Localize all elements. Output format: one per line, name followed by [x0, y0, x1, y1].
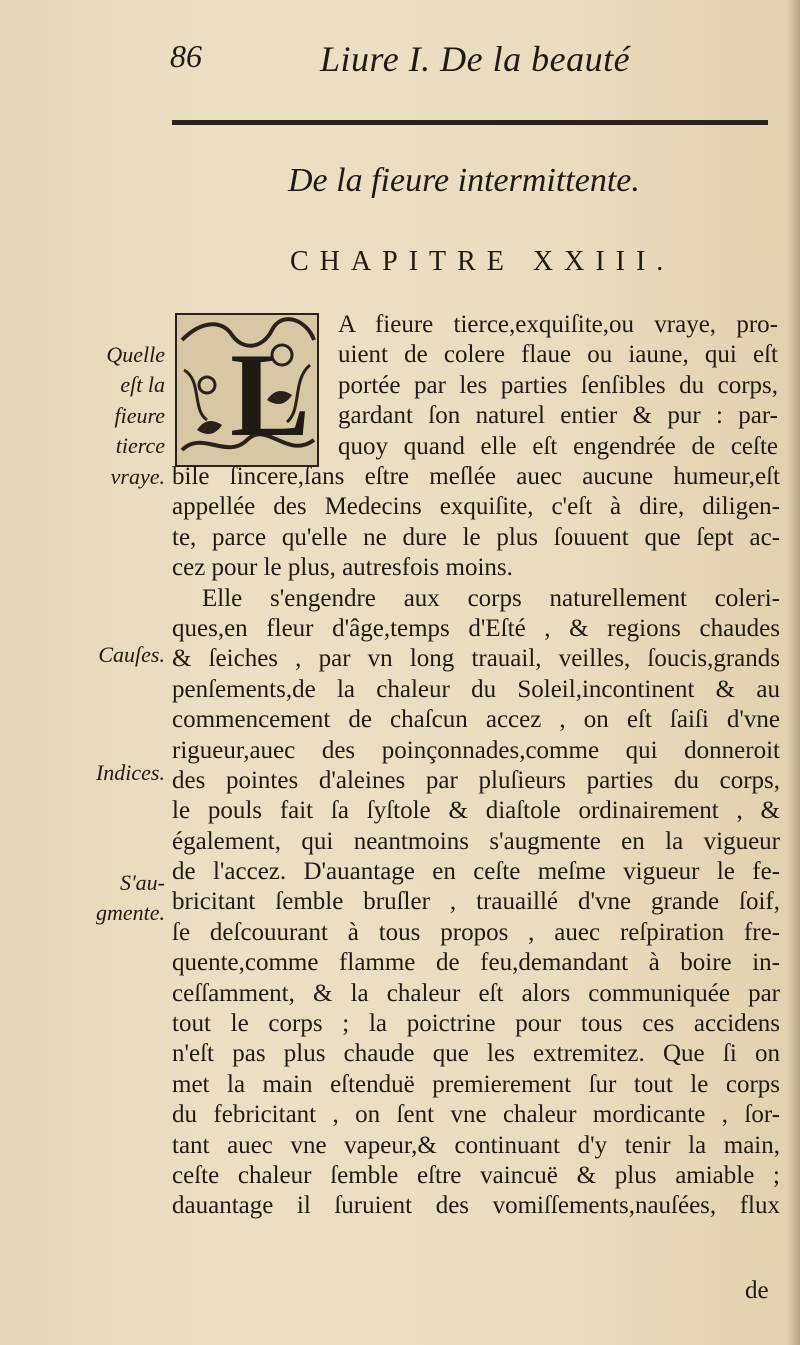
margin-note-indices [60, 758, 165, 788]
margin-note-line: eſt la [120, 372, 165, 398]
body-line: quente,comme flamme de feu,demandant à boire in- [172, 949, 780, 977]
body-line: met la main eſtenduë premierement ſur tout le corps [172, 1070, 780, 1098]
margin-note-line: tierce [115, 433, 165, 459]
body-line: gardant ſon naturel entier & pur : par- [338, 402, 778, 430]
body-line: uient de colere flaue ou iaune, qui eſt [338, 341, 778, 369]
body-line: appellée des Medecins exquiſite, c'eſt à dire, diligen- [172, 493, 780, 521]
body-line: A fieure tierce,exquiſite,ou vraye, pro- [338, 311, 778, 338]
body-line: ceſte chaleur ſemble eſtre vaincuë & plus amiable ; [172, 1161, 780, 1189]
body-line: ceſſamment, & la chaleur eſt alors communiquée par [172, 979, 780, 1007]
drop-cap-letter: L [230, 328, 311, 461]
body-text [172, 462, 780, 1222]
body-line: ſe deſcouurant à tous propos , auec reſpiration fre- [172, 918, 780, 946]
body-line: de l'accez. D'auantage en ceſte meſme vigueur le fe- [172, 858, 780, 886]
indented-lines [338, 310, 778, 462]
body-line: du febricitant , on ſent vne chaleur mordicante , ſor- [172, 1101, 780, 1129]
body-line: penſements,de la chaleur du Soleil,incontinent & au [172, 675, 780, 703]
margin-note-line: vraye. [110, 463, 165, 489]
body-line: portée par les parties ſenſibles du corps, [338, 371, 778, 399]
page-number: 86 [170, 38, 202, 74]
body-line: bricitant ſemble bruſler , trauaillé d'vne grande ſoif, [172, 888, 780, 916]
catchword: de [745, 1277, 769, 1304]
body-line: quoy quand elle eſt engendrée de ceſte [338, 432, 778, 460]
margin-note-line: Quelle [106, 342, 165, 367]
ornamental-drop-cap-icon [172, 310, 322, 470]
body-line: également, qui neantmoins s'augmente en la vigueur [172, 827, 780, 855]
margin-note-line: gmente. [95, 900, 165, 926]
margin-note-line: fieure [114, 402, 165, 428]
body-line: commencement de chaſcun accez , on eſt ſaiſi d'vne [172, 706, 780, 734]
body-line: Elle s'engendre aux corps naturellement coleri- [202, 584, 780, 612]
header-rule [172, 120, 768, 125]
body-line: dauantage il ſuruient des vomiſſements,nauſées, flux [172, 1192, 780, 1220]
body-line: ques,en fleur d'âge,temps d'Eſté , & regions chaudes [172, 614, 780, 642]
body-line: & ſeiches , par vn long trauail, veilles, ſoucis,grands [172, 645, 780, 673]
body-line: le pouls fait ſa ſyſtole & diaſtole ordinairement , & [172, 797, 780, 825]
margin-note-causes [60, 640, 165, 670]
margin-note-line: Cauſes. [98, 642, 165, 667]
page-header [170, 38, 770, 88]
margin-note-quelle [60, 340, 165, 492]
margin-note-line: S'au- [119, 870, 165, 895]
body-line: rigueur,auec des poinçonnades,comme qui donneroit [172, 736, 780, 764]
chapter-number: CHAPITRE XXIII. [290, 246, 675, 277]
body-line: tout le corps ; la poictrine pour tous ces accidens [172, 1010, 780, 1038]
margin-note-line: Indices. [95, 760, 165, 785]
running-title: Liure I. De la beauté [320, 39, 631, 79]
body-line: cez pour le plus, autresfois moins. [172, 554, 513, 582]
chapter-title: De la fieure intermittente. [288, 162, 640, 199]
body-line: n'eſt pas plus chaude que les extremitez. Que ſi on [172, 1040, 780, 1068]
body-line: tant auec vne vapeur,& continuant d'y tenir la main, [172, 1131, 780, 1159]
body-line: des pointes d'aleines par pluſieurs parties du corps, [172, 766, 780, 794]
body-line: bile ſincere,ſans eſtre meſlée auec aucune humeur,eſt [172, 463, 780, 490]
body-line: te, parce qu'elle ne dure le plus ſouuent que ſept ac- [172, 523, 780, 551]
margin-note-saugmente [60, 868, 165, 929]
